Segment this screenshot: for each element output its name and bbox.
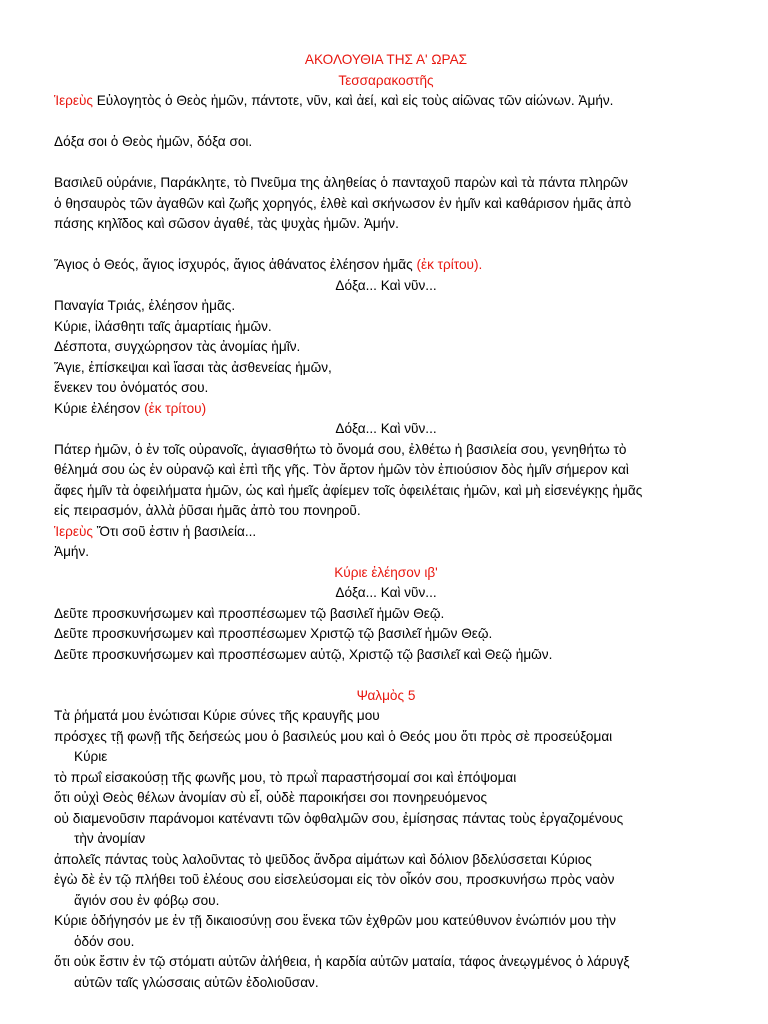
psalm-verse-line: τὸ πρωΐ εἰσακούσῃ τῆς φωνῆς μου, τὸ πρωῒ παραστήσομαί σοι καὶ ἐπόψομαι: [54, 769, 517, 785]
heavenly-king-line: πάσης κηλῖδος καὶ σῶσον ἀγαθέ, τὰς ψυχὰς ἡμῶν. Ἀμήν.: [54, 216, 399, 231]
psalm-verse-line: Τὰ ῥήματά μου ἐνώτισαι Κύριε σύνες τῆς κραυγῆς μου: [54, 708, 380, 723]
come-let-us-line: Δεῦτε προσκυνήσωμεν καὶ προσπέσωμεν τῷ βασιλεῖ ἡμῶν Θεῷ.: [54, 605, 445, 621]
psalm-verse-line: Κύριε: [74, 749, 108, 764]
glory-now-heading: Δόξα... Καὶ νῦν...: [335, 277, 437, 293]
psalm-verse: [54, 850, 718, 871]
glory-now-heading: Δόξα... Καὶ νῦν...: [335, 421, 437, 436]
trisagion: [54, 255, 718, 276]
trisagion-text: Ἅγιος ὁ Θεός, ἅγιος ἰσχυρός, ἅγιος ἀθάνατος ἐλέησον ἡμᾶς: [54, 257, 413, 272]
psalm-verse: [54, 911, 718, 952]
psalm-verse-line: αὐτῶν ταῖς γλώσσαις αὐτῶν ἐδολιοῦσαν.: [74, 974, 319, 990]
lords-prayer-line: Πάτερ ἡμῶν, ὁ ἐν τοῖς οὐρανοῖς, ἁγιασθήτω τὸ ὄνομά σου, ἐλθέτω ἡ βασιλεία σου, γενηθήτω τὸ: [54, 441, 627, 457]
lords-prayer-line: εἰς πειρασμόν, ἀλλὰ ῥῦσαι ἡμᾶς ἀπὸ του πονηροῦ.: [54, 503, 361, 518]
thrice-rubric: (ἐκ τρίτου): [144, 400, 207, 416]
psalm-verse: [54, 768, 718, 789]
heavenly-king-line: ὁ θησαυρὸς τῶν ἀγαθῶν καὶ ζωῆς χορηγός, ἐλθὲ καὶ σκήνωσον ἐν ἡμῖν καὶ καθάρισον ἡμᾶς ἀπὸ: [54, 195, 632, 211]
trinity-prayer-line: Ἅγιε, ἐπίσκεψαι καὶ ἴασαι τὰς ἀσθενείας ἡμῶν,: [54, 359, 332, 375]
psalm-verse-line: τὴν ἀνομίαν: [74, 831, 146, 846]
psalm-verses: [54, 706, 718, 993]
kyrie-text: Κύριε ἐλέησον: [54, 400, 141, 416]
amen: Ἀμήν.: [54, 544, 90, 559]
document-title: ΑΚΟΛΟΥΘΙΑ ΤΗΣ Α' ΩΡΑΣ: [304, 52, 468, 67]
opening-blessing: [54, 91, 718, 112]
trinity-prayer-line: Παναγία Τριάς, ἐλέησον ἡμᾶς.: [54, 298, 236, 313]
psalm-verse-line: Κύριε ὁδήγησόν με ἐν τῇ δικαιοσύνῃ σου ἕνεκα τῶν ἐχθρῶν μου κατεύθυνον ἐνώπιόν μου τὴν: [54, 913, 616, 928]
thrice-rubric: (ἐκ τρίτου): [416, 257, 479, 272]
psalm-verse: [54, 952, 718, 993]
kyrie-twelve-heading: Κύριε ἐλέησον ιβ': [334, 564, 438, 580]
heavenly-king-line: Βασιλεῦ οὐράνιε, Παράκλητε, τὸ Πνεῦμα της ἀληθείας ὁ πανταχοῦ παρὼν καὶ τὰ πάντα πληρῶν: [54, 175, 628, 190]
psalm-verse: [54, 727, 718, 768]
document-body: [54, 50, 718, 993]
come-let-us-line: Δεῦτε προσκυνήσωμεν καὶ προσπέσωμεν αὐτῷ, Χριστῷ τῷ βασιλεῖ καὶ Θεῷ ἡμῶν.: [54, 646, 553, 662]
ekphonesis: [54, 522, 718, 543]
trinity-prayer-line: ἕνεκεν του ὀνόματός σου.: [54, 380, 209, 395]
trinity-prayer-line: Κύριε, ἱλάσθητι ταῖς ἁμαρτίαις ἡμῶν.: [54, 318, 272, 334]
psalm-verse: [54, 788, 718, 809]
psalm-verse-line: ἀπολεῖς πάντας τοὺς λαλοῦντας τὸ ψεῦδος ἄνδρα αἱμάτων καὶ δόλιον βδελύσσεται Κύριος: [54, 851, 592, 867]
psalm-verse-line: πρόσχες τῇ φωνῇ τῆς δεήσεώς μου ὁ βασιλεύς μου καὶ ὁ Θεός μου ὅτι πρὸς σὲ προσεύξομαι: [54, 728, 613, 744]
psalm-verse: [54, 809, 718, 850]
lords-prayer-line: θέλημά σου ὡς ἐν οὐρανῷ καὶ ἐπὶ τῆς γῆς. Τὸν ἄρτον ἡμῶν τὸν ἐπιούσιον δὸς ἡμῖν σήμερον καὶ: [54, 462, 629, 477]
kyrie-thrice: [54, 399, 718, 420]
psalm-verse-line: ὁδόν σου.: [74, 933, 135, 949]
blessing-text: Εὐλογητὸς ὁ Θεὸς ἡμῶν, πάντοτε, νῦν, καὶ ἀεί, καὶ εἰς τοὺς αἰῶνας τῶν αἰώνων. Ἀμήν.: [96, 93, 614, 108]
psalm-verse-line: ὅτι οὐχὶ Θεὸς θέλων ἀνομίαν σὺ εἶ, οὐδὲ παροικήσει σοι πονηρευόμενος: [54, 790, 488, 805]
priest-rubric: Ἱερεὺς: [54, 93, 93, 108]
psalm-verse-line: ἅγιόν σου ἐν φόβῳ σου.: [74, 892, 220, 908]
priest-rubric: Ἱερεὺς: [54, 523, 93, 539]
lords-prayer-line: ἄφες ἡμῖν τὰ ὀφειλήματα ἡμῶν, ὡς καὶ ἡμεῖς ἀφίεμεν τοῖς ὀφειλέταις ἡμῶν, καὶ μὴ εἰσενέγκῃς ἡμᾶς: [54, 482, 643, 498]
glory-now-heading: Δόξα... Καὶ νῦν...: [335, 585, 437, 600]
psalm-verse-line: οὐ διαμενοῦσιν παράνομοι κατέναντι τῶν ὀφθαλμῶν σου, ἐμίσησας πάντας τοὺς ἐργαζομένους: [54, 810, 624, 826]
psalm-verse: [54, 870, 718, 911]
ekphonesis-text: Ὅτι σοῦ ἐστιν ἡ βασιλεία...: [96, 523, 257, 539]
come-let-us-line: Δεῦτε προσκυνήσωμεν καὶ προσπέσωμεν Χριστῷ τῷ βασιλεῖ ἡμῶν Θεῷ.: [54, 626, 493, 641]
trisagion-period: .: [478, 257, 483, 272]
psalm-verse: [54, 706, 718, 727]
document-subtitle: Τεσσαρακοστῆς: [338, 72, 434, 88]
trinity-prayer-line: Δέσποτα, συγχώρησον τὰς ἀνομίας ἡμῖν.: [54, 339, 301, 354]
psalm-heading: Ψαλμὸς 5: [356, 687, 416, 703]
psalm-verse-line: ἐγὼ δὲ ἐν τῷ πλήθει τοῦ ἐλέους σου εἰσελεύσομαι εἰς τὸν οἶκόν σου, προσκυνήσω πρὸς ναὸν: [54, 872, 615, 887]
psalm-verse-line: ὅτι οὐκ ἔστιν ἐν τῷ στόματι αὐτῶν ἀλήθεια, ἡ καρδία αὐτῶν ματαία, τάφος ἀνεῳγμένος ὁ λάρυγξ: [54, 954, 630, 969]
glory-to-thee: Δόξα σοι ὁ Θεὸς ἡμῶν, δόξα σοι.: [54, 134, 253, 149]
